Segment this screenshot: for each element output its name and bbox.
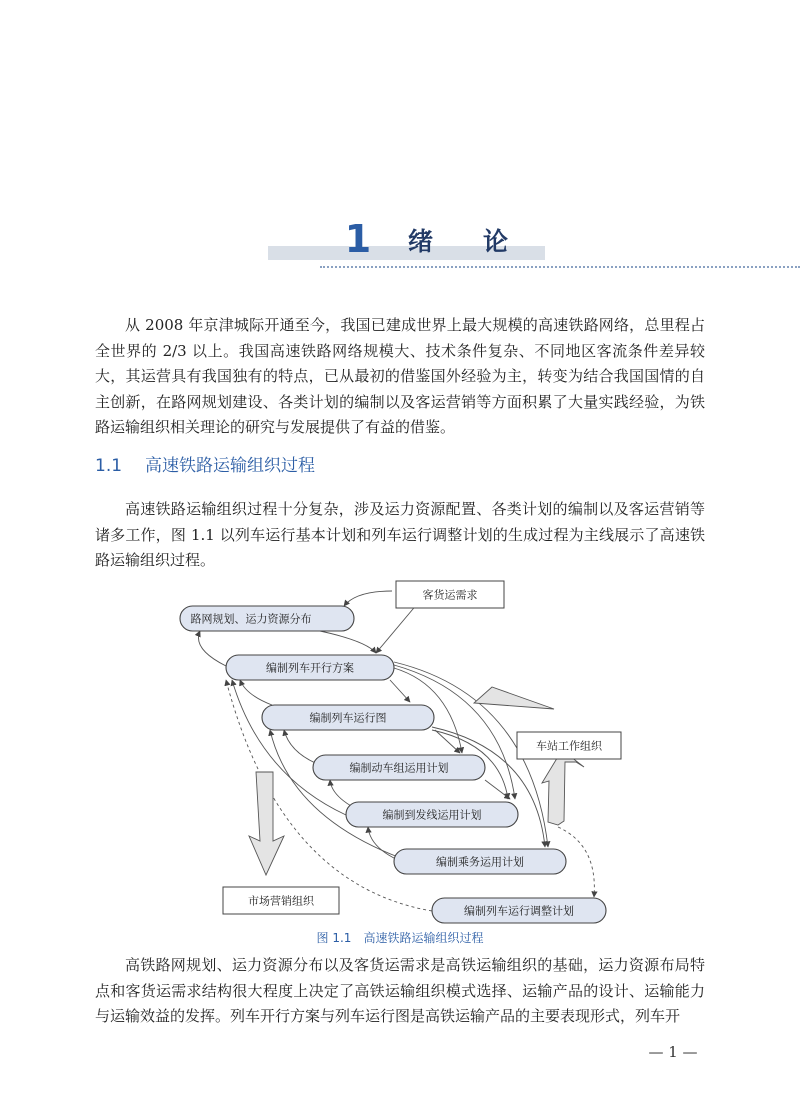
- block-arrow-up-station: [542, 750, 584, 825]
- label-emu-plan: 编制动车组运用计划: [349, 761, 449, 775]
- block-arrow-left-station: [474, 687, 554, 709]
- figure-caption-number: 图 1.1: [316, 931, 352, 945]
- label-demand: 客货运需求: [422, 588, 478, 602]
- edge-plan-to-timetable: [390, 680, 410, 702]
- label-network-plan: 路网规划、运力资源分布: [190, 612, 312, 626]
- label-train-operation-plan: 编制列车开行方案: [266, 661, 354, 675]
- edge-plan-to-network: [198, 631, 226, 666]
- section-body-paragraph: 高速铁路运输组织过程十分复杂，涉及运力资源配置、各类计划的编制以及客运营销等诸多工作，图 1.1 以列车运行基本计划和列车运行调整计划的生成过程为主线展示了高速铁路运输组织过程。: [95, 500, 705, 569]
- figure-caption-title: 高速铁路运输组织过程: [363, 931, 484, 945]
- edge-demand-to-plan: [376, 603, 418, 653]
- section-number: 1.1: [95, 456, 123, 476]
- edge-crew-to-timetable: [270, 730, 398, 857]
- label-crew-plan: 编制乘务运用计划: [436, 855, 524, 869]
- label-station-work: 车站工作组织: [536, 739, 602, 753]
- figure-flowchart: [170, 575, 630, 925]
- edge-timetable-to-plan: [240, 680, 272, 705]
- label-track-plan: 编制到发线运用计划: [382, 808, 482, 822]
- edge-emu-to-timetable: [284, 730, 320, 765]
- figure-caption: [0, 928, 800, 948]
- chapter-number: 1: [344, 217, 372, 261]
- edge-network-to-plan: [320, 631, 376, 653]
- section-title: 高速铁路运输组织过程: [145, 456, 315, 476]
- flowchart-svg: [170, 575, 630, 925]
- intro-paragraph: 从 2008 年京津城际开通至今，我国已建成世界上最大规模的高速铁路网络，总里程占全世界的 2/3 以上。我国高速铁路网络规模大、技术条件复杂、不同地区客流条件差异较大，其运营具有我国独有的特点，已从最初的借鉴国外经验为主，转变为结合我国国情的自主创新，在路网规划建设、各类计划的编制以及客运营销等方面积累了大量实践经验，为铁路运输组织相关理论的研究与发展提供了有益的借鉴。: [95, 316, 705, 436]
- after-figure-paragraph: 高铁路网规划、运力资源分布以及客货运需求是高铁运输组织的基础，运力资源布局特点和客货运需求结构很大程度上决定了高铁运输组织模式选择、运输产品的设计、运输能力与运输效益的发挥。列车开行方案与列车运行图是高铁运输产品的主要表现形式，列车开: [95, 956, 705, 1025]
- section-heading: [95, 452, 315, 480]
- edge-track-to-plan: [232, 680, 346, 815]
- chapter-title: 绪论: [408, 227, 559, 256]
- label-market: 市场营销组织: [248, 894, 314, 908]
- label-timetable: 编制列车运行图: [309, 711, 387, 725]
- chapter-title-dotted-rule: [320, 266, 800, 268]
- block-arrow-down-market: [249, 772, 284, 875]
- edge-demand-to-network: [344, 591, 392, 606]
- label-adjustment-plan: 编制列车运行调整计划: [464, 904, 574, 918]
- page-number: — 1 —: [648, 1043, 698, 1061]
